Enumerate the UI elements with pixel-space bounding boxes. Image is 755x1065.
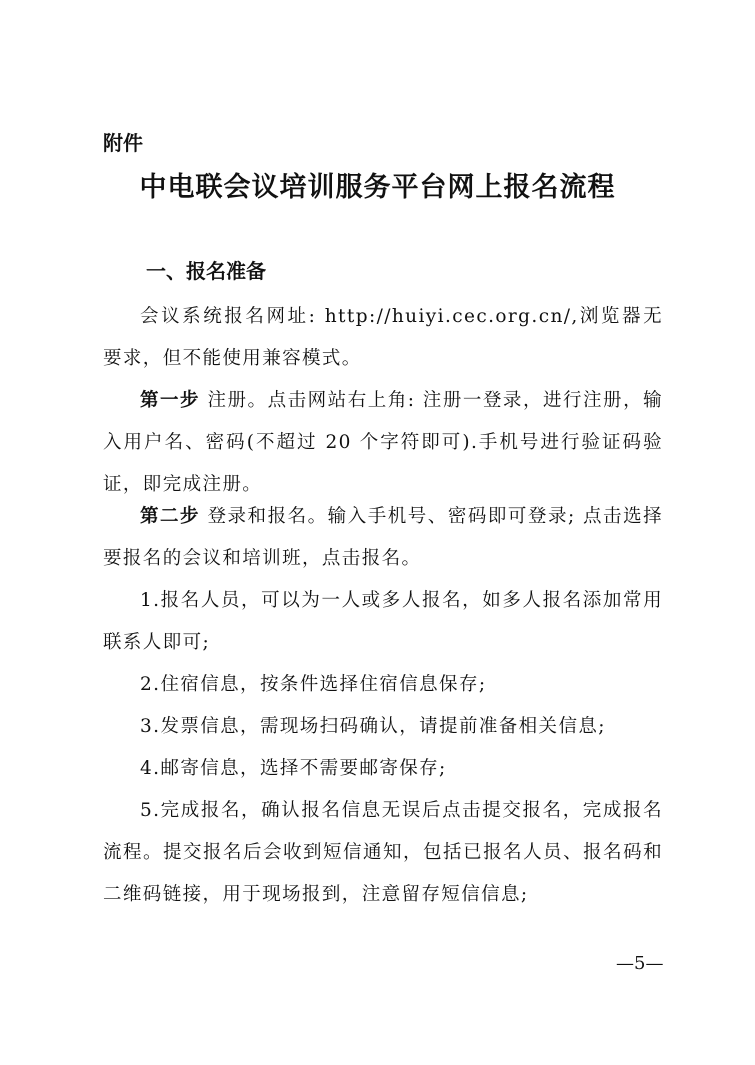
attachment-label: 附件: [103, 131, 143, 155]
step2-label: 第二步: [140, 506, 201, 527]
step2-paragraph: [103, 496, 663, 580]
step1-text: 注册。点击网站右上角: 注册一登录，进行注册，输入用户名、密码(不超过 20 个字符即可).手机号进行验证码验证，即完成注册。: [103, 390, 664, 495]
section-heading: 一、报名准备: [146, 259, 266, 283]
document-title: 中电联会议培训服务平台网上报名流程: [139, 172, 616, 203]
step2-text: 登录和报名。输入手机号、密码即可登录; 点击选择要报名的会议和培训班，点击报名。: [103, 506, 664, 569]
list-item-1: 1.报名人员，可以为一人或多人报名，如多人报名添加常用联系人即可;: [103, 590, 663, 653]
step1-label: 第一步: [140, 390, 201, 411]
list-item-2: 2.住宿信息，按条件选择住宿信息保存;: [140, 674, 487, 695]
intro-paragraph: 会议系统报名网址: http://huiyi.cec.org.cn/,浏览器无要求，但不能使用兼容模式。: [103, 306, 663, 369]
list-item-4: 4.邮寄信息，选择不需要邮寄保存;: [140, 758, 447, 779]
list-item-3: 3.发票信息，需现场扫码确认，请提前准备相关信息;: [140, 716, 606, 737]
list-item-5: 5.完成报名，确认报名信息无误后点击提交报名，完成报名流程。提交报名后会收到短信通知，包括已报名人员、报名码和二维码链接，用于现场报到，注意留存短信信息;: [103, 800, 663, 905]
page-number: —5—: [616, 953, 664, 974]
step1-paragraph: [103, 380, 663, 506]
